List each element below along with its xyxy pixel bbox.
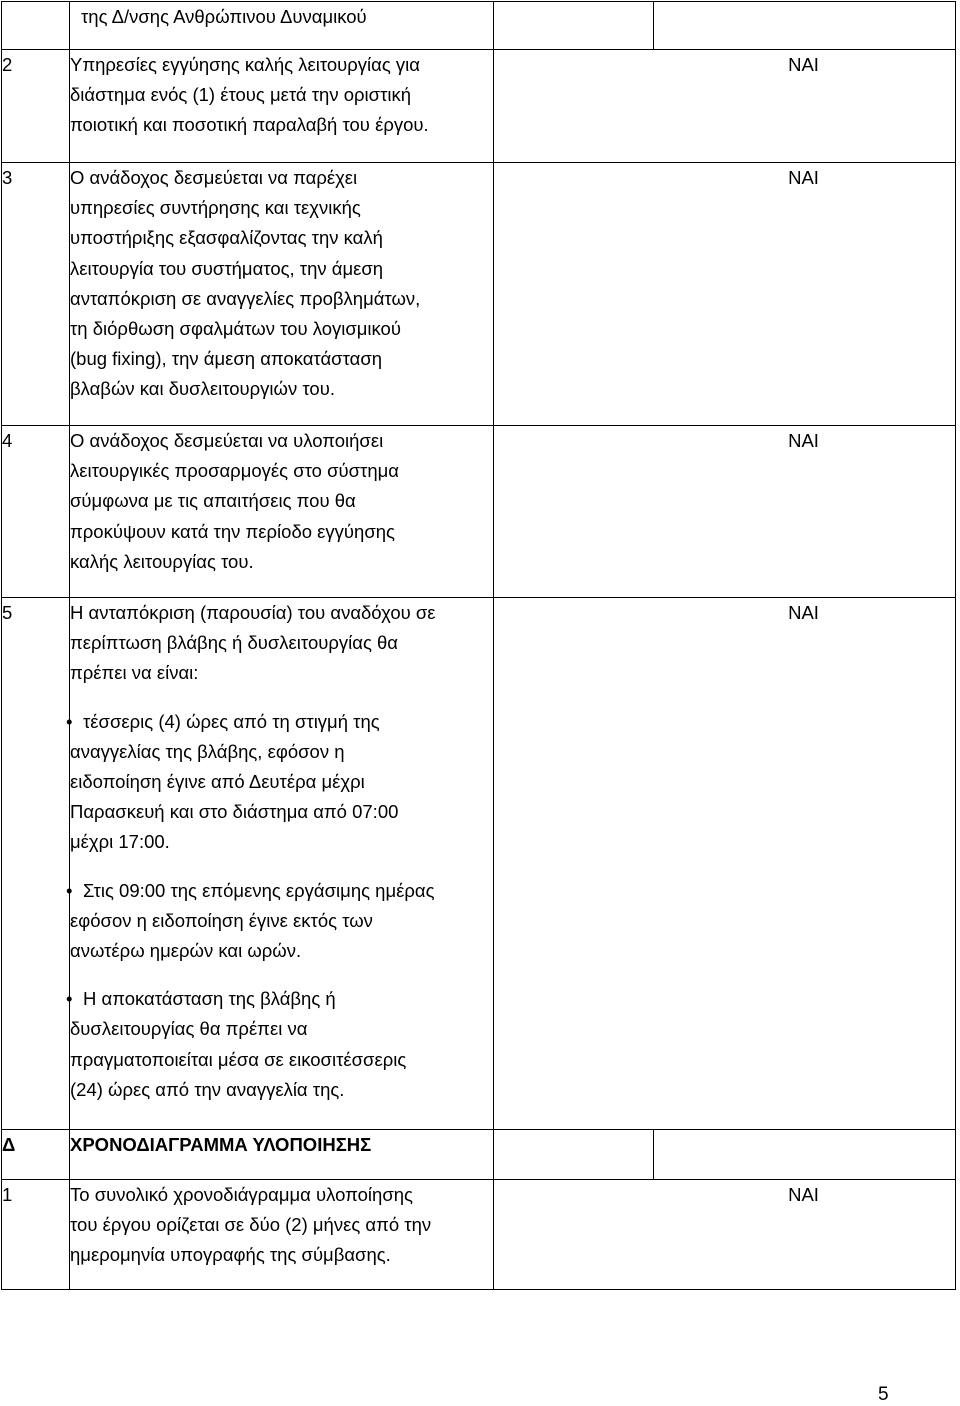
description-line: υποστήριξης εξασφαλίζοντας την καλή	[70, 227, 383, 249]
bullet-line: ειδοποίηση έγινε από Δευτέρα μέχρι	[70, 771, 365, 793]
description-line: Υπηρεσίες εγγύησης καλής λειτουργίας για	[70, 54, 420, 75]
requirements-table	[1, 1, 956, 1290]
description-line: Ο ανάδοχος δεσμεύεται να παρέχει	[70, 167, 358, 188]
answer-value: ΝΑΙ	[788, 167, 819, 188]
notes-cell	[654, 1130, 956, 1180]
description-line: Ο ανάδοχος δεσμεύεται να υλοποιήσει	[70, 430, 384, 451]
description-line: τη διόρθωση σφαλμάτων του λογισμικού	[70, 318, 401, 340]
row-number: 1	[2, 1180, 70, 1290]
row-number: 4	[2, 426, 70, 598]
row-number: 2	[2, 50, 70, 163]
answer-value: ΝΑΙ	[788, 1184, 819, 1205]
bullet-item	[66, 707, 493, 858]
bullet-item	[66, 984, 493, 1105]
table-row	[2, 1180, 956, 1290]
row-description	[70, 2, 494, 50]
bullet-dot-icon: •	[66, 710, 73, 732]
answer-value: ΝΑΙ	[788, 430, 819, 451]
bullet-line: δυσλειτουργίας θα πρέπει να	[70, 1018, 308, 1040]
bullet-line: αναγγελίας της βλάβης, εφόσον η	[70, 740, 345, 762]
description-line: σύμφωνα με τις απαιτήσεις που θα	[70, 490, 356, 512]
description-line: ανταπόκριση σε αναγγελίες προβλημάτων,	[70, 287, 421, 309]
bullet-line: Στις 09:00 της επόμενης εργάσιμης ημέρας	[83, 879, 435, 901]
row-description	[70, 1180, 494, 1290]
row-number: 3	[2, 163, 70, 426]
answer-cell	[494, 426, 956, 598]
row-description	[70, 163, 494, 426]
description-line: ποιοτική και ποσοτική παραλαβή του έργου.	[70, 114, 429, 136]
answer-cell	[494, 50, 956, 163]
description-line: λειτουργία του συστήματος, την άμεση	[70, 257, 384, 279]
description-line: πρέπει να είναι:	[70, 662, 199, 684]
row-description	[70, 426, 494, 598]
description-line: διάστημα ενός (1) έτους μετά την οριστική	[70, 84, 412, 106]
bullet-item	[66, 876, 493, 967]
section-title-text: ΧΡΟΝΟΔΙΑΓΡΑΜΜΑ ΥΛΟΠΟΙΗΣΗΣ	[70, 1134, 372, 1155]
description-line: λειτουργικές προσαρμογές στο σύστημα	[70, 460, 400, 482]
description-line: καλής λειτουργίας του.	[70, 550, 254, 572]
bullet-dot-icon: •	[66, 879, 73, 901]
answer-cell	[494, 163, 956, 426]
bullet-line: ανωτέρω ημερών και ωρών.	[70, 940, 302, 962]
description-line: υπηρεσίες συντήρησης και τεχνικής	[70, 197, 361, 219]
table-row	[2, 598, 956, 1130]
answer-cell	[494, 1180, 956, 1290]
section-title	[70, 1130, 494, 1180]
table-row	[2, 2, 956, 50]
row-description	[66, 598, 494, 1130]
row-description	[70, 50, 494, 163]
answer-value: ΝΑΙ	[788, 602, 819, 623]
row-number: 5	[2, 598, 70, 1130]
bullet-line: (24) ώρες από την αναγγελία της.	[70, 1078, 345, 1100]
table-row	[2, 426, 956, 598]
bullet-line: πραγματοποιείται μέσα σε εικοσιτέσσερις	[70, 1048, 407, 1070]
page-number: 5	[878, 1384, 889, 1405]
description-line: της Δ/νσης Ανθρώπινου Δυναμικού	[81, 6, 367, 27]
section-letter: Δ	[2, 1130, 70, 1180]
bullet-dot-icon: •	[66, 988, 73, 1010]
table-row	[2, 1130, 956, 1180]
bullet-line: Η αποκατάσταση της βλάβης ή	[83, 988, 336, 1010]
description-line: του έργου ορίζεται σε δύο (2) μήνες από την	[70, 1214, 432, 1236]
description-line: περίπτωση βλάβης ή δυσλειτουργίας θα	[70, 632, 398, 654]
description-line: Η ανταπόκριση (παρουσία) του αναδόχου σε	[70, 602, 436, 623]
bullet-line: εφόσον η ειδοποίηση έγινε εκτός των	[70, 909, 373, 931]
description-line: βλαβών και δυσλειτουργιών του.	[70, 378, 335, 400]
bullet-line: Παρασκευή και στο διάστημα από 07:00	[70, 801, 399, 823]
description-line: προκύψουν κατά την περίοδο εγγύησης	[70, 520, 395, 542]
row-number	[2, 2, 70, 50]
table-row	[2, 50, 956, 163]
bullet-line: τέσσερις (4) ώρες από τη στιγμή της	[83, 710, 380, 732]
table-row	[2, 163, 956, 426]
bullet-line: μέχρι 17:00.	[70, 831, 170, 853]
description-line: Το συνολικό χρονοδιάγραμμα υλοποίησης	[70, 1184, 413, 1205]
answer-value: ΝΑΙ	[788, 54, 819, 75]
answer-cell	[494, 2, 654, 50]
notes-cell	[654, 2, 956, 50]
description-line: (bug fixing), την άμεση αποκατάσταση	[70, 348, 383, 370]
answer-cell	[494, 598, 956, 1130]
answer-cell	[494, 1130, 654, 1180]
description-line: ημερομηνία υπογραφής της σύμβασης.	[70, 1244, 391, 1266]
